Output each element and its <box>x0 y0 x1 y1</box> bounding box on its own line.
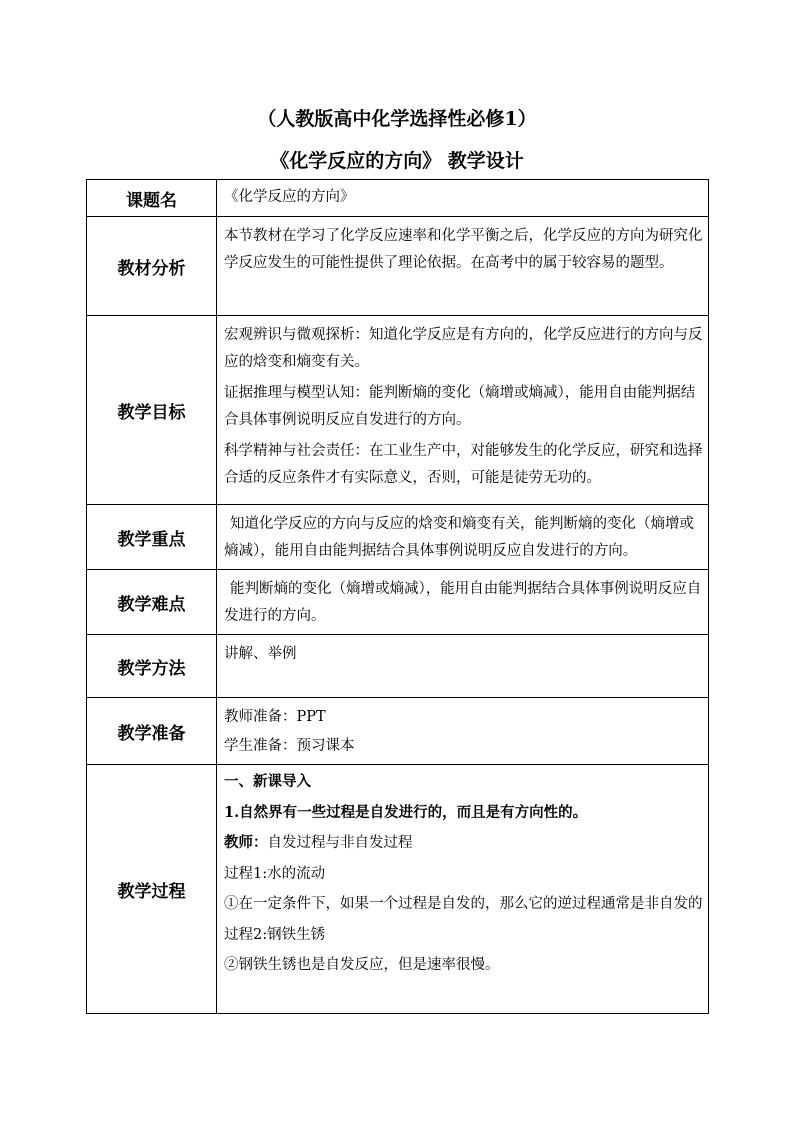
student-preparation: 学生准备：预习课本 <box>224 738 355 754</box>
row-label: 教学方法 <box>87 635 217 698</box>
teacher-line <box>224 828 703 859</box>
table-row-topic <box>87 180 709 217</box>
table-row-difficulties <box>87 570 709 635</box>
table-row-process <box>87 765 709 1014</box>
process-2: 过程2:钢铁生锈 <box>224 926 326 943</box>
topic-text: 《化学反应的方向》 <box>217 180 709 217</box>
note-2: ②钢铁生锈也是自发反应，但是速率很慢。 <box>224 957 500 973</box>
row-label: 教材分析 <box>87 217 217 316</box>
section-heading: 一、新课导入 <box>224 773 311 790</box>
process-1: 过程1:水的流动 <box>224 865 326 882</box>
difficulties-body: 能判断熵的变化（熵增或熵减），能用自由能判据结合具体事例说明反应自发进行的方向。 <box>224 581 702 624</box>
goal-item: 证据推理与模型认知：能判断熵的变化（熵增或熵减），能用自由能判据结合具体事例说明反应自发进行的方向。 <box>224 385 696 428</box>
row-label: 课题名 <box>87 180 217 217</box>
analysis-text: 本节教材在学习了化学反应速率和化学平衡之后，化学反应的方向为研究化学反应发生的可能性提供了理论依据。在高考中的属于较容易的题型。 <box>217 217 709 316</box>
teacher-text: 自发过程与非自发过程 <box>267 835 413 851</box>
preparation-content <box>217 698 709 765</box>
lesson-plan-table <box>86 179 709 1014</box>
goals-list <box>217 316 709 505</box>
teacher-label: 教师： <box>224 834 268 851</box>
table-row-goals <box>87 316 709 505</box>
process-content <box>217 765 709 1014</box>
row-label: 教学过程 <box>87 765 217 1014</box>
row-label: 教学准备 <box>87 698 217 765</box>
document-title: （人教版高中化学选择性必修1） <box>257 108 537 130</box>
document-subtitle: 《化学反应的方向》 教学设计 <box>270 150 524 172</box>
table-row-preparation <box>87 698 709 765</box>
teacher-preparation: 教师准备：PPT <box>224 709 326 725</box>
goal-item: 宏观辨识与微观探析：知道化学反应是有方向的，化学反应进行的方向与反应的焓变和熵变有关。 <box>224 327 703 370</box>
methods-text: 讲解、举例 <box>217 635 709 698</box>
row-label: 教学目标 <box>87 316 217 505</box>
difficulties-text <box>217 570 709 635</box>
row-label: 教学难点 <box>87 570 217 635</box>
key-points-body: 知道化学反应的方向与反应的焓变和熵变有关，能判断熵的变化（熵增或熵减），能用自由能判据结合具体事例说明反应自发进行的方向。 <box>224 516 694 559</box>
key-points-text <box>217 505 709 570</box>
row-label: 教学重点 <box>87 505 217 570</box>
table-row-key-points <box>87 505 709 570</box>
table-row-methods <box>87 635 709 698</box>
goal-item: 科学精神与社会责任：在工业生产中，对能够发生的化学反应，研究和选择合适的反应条件才有实际意义，否则，可能是徒劳无功的。 <box>224 443 703 486</box>
note-1: ①在一定条件下，如果一个过程是自发的，那么它的逆过程通常是非自发的 <box>224 896 703 912</box>
table-row-analysis <box>87 217 709 316</box>
process-point-1: 1.自然界有一些过程是自发进行的，而且是有方向性的。 <box>224 803 588 821</box>
